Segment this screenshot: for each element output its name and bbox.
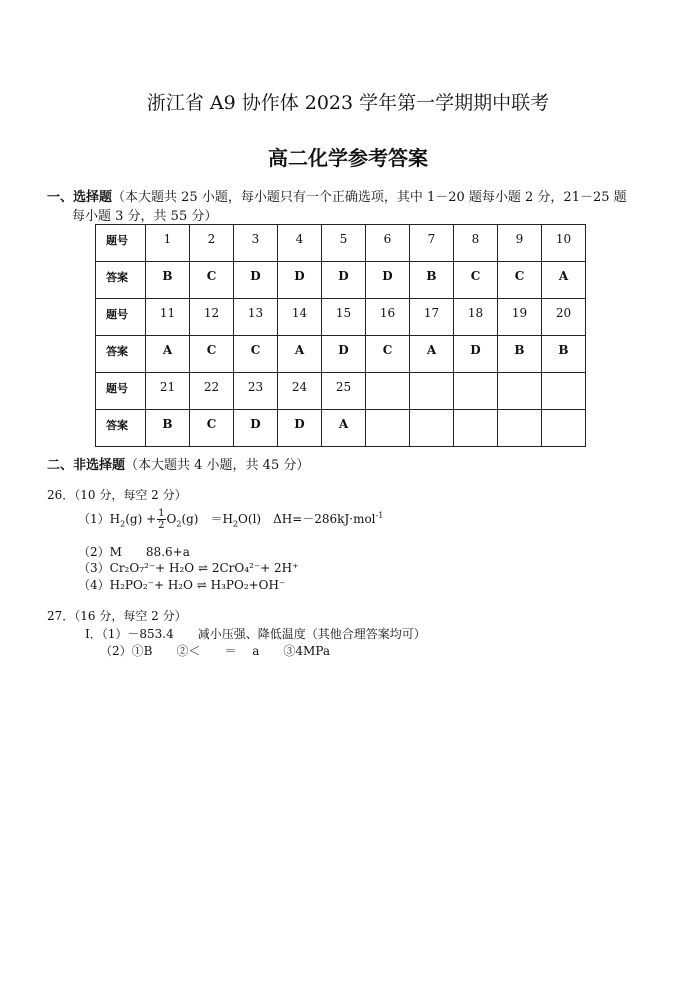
table-row-answer [96, 262, 586, 299]
question-number-cell: 2 [190, 225, 234, 262]
answer-cell: B [498, 336, 542, 373]
section2-label: 二、非选择题 [47, 458, 126, 473]
answer-cell: C [366, 336, 410, 373]
question-number-cell: 19 [498, 299, 542, 336]
question-number-cell: 13 [234, 299, 278, 336]
answer-cell: D [278, 262, 322, 299]
answer-cell: B [146, 262, 190, 299]
answer-table [95, 224, 586, 447]
answer-cell [366, 410, 410, 447]
question-number-cell: 7 [410, 225, 454, 262]
q27-part2: （2）①B ②＜ ＝ a ③4MPa [100, 644, 331, 658]
section1-heading [47, 186, 627, 205]
question-number-cell: 20 [542, 299, 586, 336]
q26-part3: （3）Cr₂O₇²⁻+ H₂O ⇌ 2CrO₄²⁻+ 2H⁺ [78, 561, 299, 575]
question-number-cell: 3 [234, 225, 278, 262]
table-row-question [96, 299, 586, 336]
row-label-answer: 答案 [96, 336, 146, 373]
question-number-cell: 18 [454, 299, 498, 336]
answer-cell: C [234, 336, 278, 373]
answer-cell: A [146, 336, 190, 373]
table-row-answer [96, 336, 586, 373]
question-number-cell: 10 [542, 225, 586, 262]
answer-cell: D [366, 262, 410, 299]
answer-cell: A [278, 336, 322, 373]
question-number-cell: 21 [146, 373, 190, 410]
q27-part1: Ⅰ．（1）－853.4 减小压强、降低温度（其他合理答案均可） [85, 627, 426, 641]
q26-p1-d: O(l) ΔH=－286kJ·mol [238, 512, 376, 526]
row-label-question: 题号 [96, 299, 146, 336]
answer-cell: A [322, 410, 366, 447]
row-label-answer: 答案 [96, 410, 146, 447]
question-number-cell: 12 [190, 299, 234, 336]
answer-cell [542, 410, 586, 447]
question-number-cell: 11 [146, 299, 190, 336]
answer-cell: C [498, 262, 542, 299]
answer-cell: C [454, 262, 498, 299]
question-number-cell: 1 [146, 225, 190, 262]
question-number-cell: 25 [322, 373, 366, 410]
table-row-question [96, 225, 586, 262]
table-row-question [96, 373, 586, 410]
question-number-cell: 22 [190, 373, 234, 410]
question-number-cell: 9 [498, 225, 542, 262]
q26-p1-sup: -1 [375, 511, 384, 520]
fraction-half [157, 508, 165, 531]
answer-cell [410, 410, 454, 447]
question-number-cell: 8 [454, 225, 498, 262]
answer-cell: D [322, 262, 366, 299]
answer-cell: D [278, 410, 322, 447]
answer-cell: D [454, 336, 498, 373]
answer-cell: C [190, 262, 234, 299]
table-row-answer [96, 410, 586, 447]
q26-p1-a: (g) + [125, 512, 157, 526]
row-label-answer: 答案 [96, 262, 146, 299]
question-number-cell: 23 [234, 373, 278, 410]
row-label-question: 题号 [96, 225, 146, 262]
question-number-cell: 6 [366, 225, 410, 262]
answer-cell: D [322, 336, 366, 373]
answer-cell: D [234, 410, 278, 447]
answer-cell [498, 410, 542, 447]
answer-cell: B [410, 262, 454, 299]
fraction-num: 1 [158, 508, 165, 519]
page-subtitle: 高二化学参考答案 [268, 146, 428, 170]
q26-part2: （2）M 88.6+a [78, 545, 190, 559]
question-number-cell [542, 373, 586, 410]
section2-desc: （本大题共 4 小题，共 45 分） [125, 458, 310, 473]
question-number-cell [366, 373, 410, 410]
answer-cell: D [234, 262, 278, 299]
q26-p1-c: (g) ＝H [181, 512, 233, 526]
fraction-den: 2 [158, 520, 165, 531]
section1-desc-line2: 每小题 3 分，共 55 分） [72, 209, 218, 224]
question-number-cell [498, 373, 542, 410]
answer-cell: A [410, 336, 454, 373]
question-number-cell: 17 [410, 299, 454, 336]
answer-cell: C [190, 336, 234, 373]
answer-cell: B [146, 410, 190, 447]
section2-heading [47, 454, 309, 473]
q27-heading: 27．（16 分，每空 2 分） [47, 609, 187, 623]
question-number-cell [454, 373, 498, 410]
question-number-cell: 16 [366, 299, 410, 336]
q26-part1: $(1)H_2(g)$ + $\frac{1}{2}$ $O_2(g)$ $=H_2O(l)$ ΔH=－286kJ·mol$^{-1}$ [78, 508, 384, 531]
question-number-cell [410, 373, 454, 410]
question-number-cell: 24 [278, 373, 322, 410]
page-title: 浙江省 A9 协作体 2023 学年第一学期期中联考 [146, 92, 550, 114]
answer-cell: B [542, 336, 586, 373]
answer-cell: C [190, 410, 234, 447]
question-number-cell: 5 [322, 225, 366, 262]
question-number-cell: 4 [278, 225, 322, 262]
row-label-question: 题号 [96, 373, 146, 410]
q26-p1-prefix: （1）H [78, 512, 121, 526]
answer-cell: A [542, 262, 586, 299]
answer-cell [454, 410, 498, 447]
question-number-cell: 14 [278, 299, 322, 336]
q26-p1-b: O [166, 512, 177, 526]
section1-label: 一、选择题 [47, 190, 113, 205]
section1-desc-line1: （本大题共 25 小题，每小题只有一个正确选项，其中 1－20 题每小题 2 分，21－25 题 [112, 190, 627, 205]
q26-part4: （4）H₂PO₂⁻+ H₂O ⇌ H₃PO₂+OH⁻ [78, 578, 286, 592]
question-number-cell: 15 [322, 299, 366, 336]
q26-heading: 26．（10 分，每空 2 分） [47, 488, 187, 502]
